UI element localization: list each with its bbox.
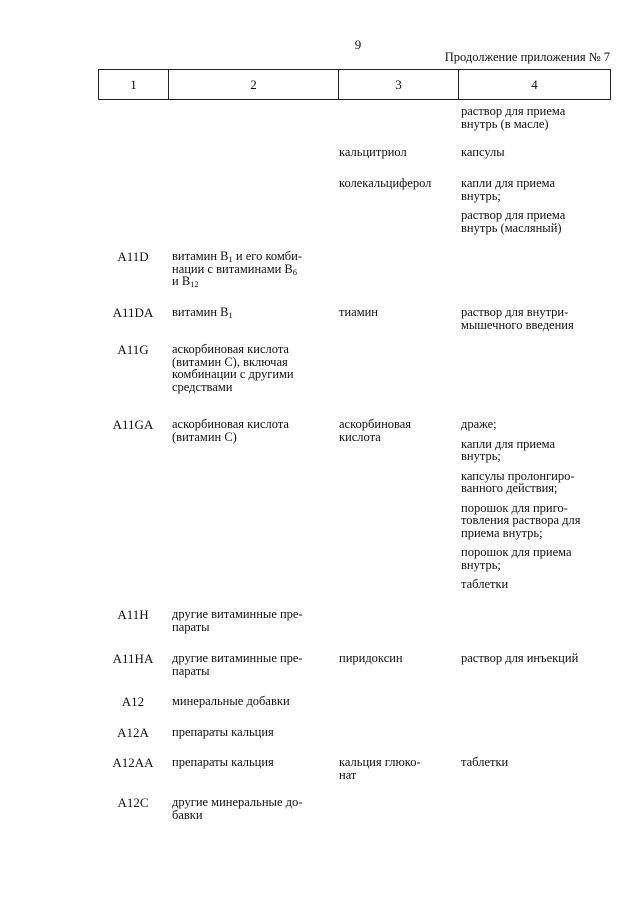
table-row: [0, 418, 640, 608]
page-number: 9: [354, 37, 362, 52]
atc-code: A12: [121, 694, 145, 709]
dosage-form: порошок для приго- товления раствора для приема внутрь;: [461, 500, 581, 540]
atc-code: A12AA: [112, 755, 154, 770]
atc-code: A11GA: [112, 417, 154, 432]
table-row: [0, 608, 640, 652]
table-header: [98, 69, 611, 100]
table-row: [0, 652, 640, 695]
dosage-form: таблетки: [461, 755, 509, 769]
group-name: минеральные добавки: [172, 694, 290, 708]
dosage-form: таблетки: [461, 577, 509, 591]
atc-code: A11DA: [112, 305, 154, 320]
group-name: другие минеральные до- бавки: [172, 795, 303, 822]
substance-name: кальция глюко- нат: [339, 755, 421, 782]
dosage-forms: [461, 756, 616, 776]
dosage-form: раствор для приема внутрь (масляный): [461, 208, 566, 235]
dosage-form: раствор для внутри- мышечного введения: [461, 305, 574, 332]
table-row: [0, 796, 640, 826]
table-body: [0, 105, 640, 826]
dosage-forms: [461, 177, 616, 241]
table-row: [0, 306, 640, 343]
header-col-3: 3: [339, 70, 459, 100]
table-row: [0, 695, 640, 726]
header-col-4: 4: [459, 70, 611, 100]
group-name: аскорбиновая кислота (витамин C), включая комбинации с другими средствами: [172, 342, 294, 394]
dosage-forms: [461, 105, 616, 137]
continuation-label: Продолжение приложения № 7: [444, 50, 610, 64]
dosage-forms: [461, 306, 616, 338]
group-name: витамин $B_1$: [172, 305, 233, 320]
group-name: витамин $B_1$ и его комби- нации с витаминами $B_6$ и $B_{12}$: [172, 249, 303, 289]
dosage-forms: [461, 418, 616, 598]
substance-name: кальцитриол: [339, 145, 407, 159]
atc-code: A11HA: [112, 651, 154, 666]
header-col-2: 2: [169, 70, 339, 100]
group-name: другие витаминные пре- параты: [172, 607, 303, 634]
table-row: [0, 146, 640, 177]
table-row: [0, 756, 640, 796]
dosage-form: порошок для приема внутрь;: [461, 545, 572, 572]
atc-code: A11G: [117, 342, 149, 357]
atc-code: A11H: [117, 607, 149, 622]
dosage-form: капсулы: [461, 145, 505, 159]
group-name: аскорбиновая кислота (витамин C): [172, 417, 289, 444]
table-row: [0, 250, 640, 306]
table-row: [0, 177, 640, 250]
substance-name: колекальциферол: [339, 176, 432, 190]
header-col-1: 1: [99, 70, 169, 100]
table-row: [0, 105, 640, 146]
dosage-forms: [461, 652, 616, 672]
substance-name: аскорбиновая кислота: [339, 417, 412, 444]
group-name: препараты кальция: [172, 725, 274, 739]
dosage-form: раствор для приема внутрь (в масле): [461, 104, 566, 131]
dosage-form: капли для приема внутрь;: [461, 176, 556, 203]
group-name: препараты кальция: [172, 755, 274, 769]
dosage-forms: [461, 146, 616, 166]
dosage-form: капсулы пролонгиро- ванного действия;: [461, 468, 575, 495]
substance-name: пиридоксин: [339, 651, 403, 665]
dosage-form: капли для приема внутрь;: [461, 436, 556, 463]
table-row: [0, 726, 640, 756]
group-name: другие витаминные пре- параты: [172, 651, 303, 678]
atc-code: A12C: [117, 795, 149, 810]
atc-code: A12A: [117, 725, 149, 740]
dosage-form: драже;: [461, 417, 497, 431]
substance-name: тиамин: [339, 305, 378, 319]
table-row: [0, 343, 640, 418]
dosage-form: раствор для инъекций: [461, 651, 579, 665]
atc-code: A11D: [117, 249, 149, 264]
